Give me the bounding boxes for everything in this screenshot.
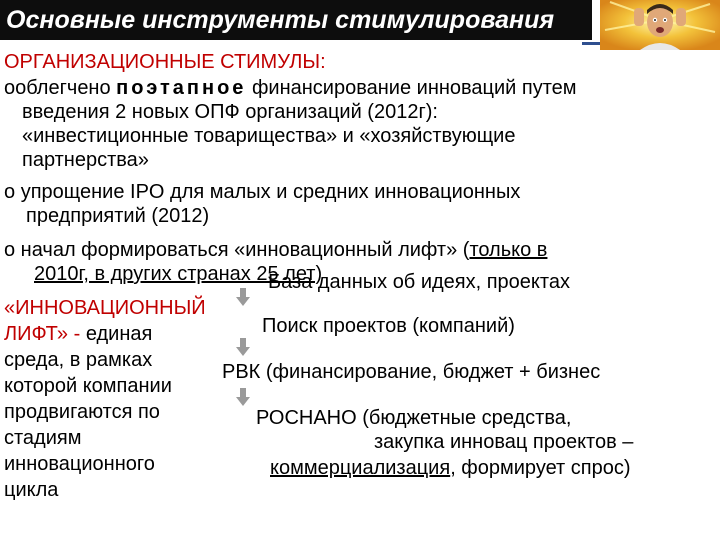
lift-desc-line-1: единая <box>80 323 153 345</box>
arrow-down-icon <box>236 388 250 406</box>
bullet-marker: o <box>4 239 16 261</box>
stage-rusnano-line-1: РОСНАНО (бюджетные средства, <box>256 407 572 429</box>
organizational-stimuli-heading: ОРГАНИЗАЦИОННЫЕ СТИМУЛЫ: <box>4 51 326 73</box>
stage-rusnano-line-3-rest: , формирует спрос) <box>450 457 631 479</box>
lift-desc-line-3: которой компании <box>4 375 172 397</box>
bullet-1-cont-3: партнерства» <box>22 149 149 171</box>
bullet-3-text: начал формироваться «инновационный лифт» ( <box>15 239 470 261</box>
bullet-1-spaced-word: поэтапное <box>116 77 247 99</box>
lift-desc-line-2: среда, в рамках <box>4 349 153 371</box>
stage-rusnano-commercialization: коммерциализация <box>270 457 451 479</box>
bullet-marker: o <box>4 77 16 99</box>
excited-man-lightbulb-image <box>600 0 720 50</box>
lift-desc-line-7: цикла <box>4 479 59 501</box>
bullet-2 <box>4 180 520 204</box>
lift-desc-line-5: стадиям <box>4 427 82 449</box>
bullet-1-text: облегчено <box>15 77 117 99</box>
lift-title-line-2-text: ЛИФТ» - <box>4 323 81 345</box>
slide-title: Основные инструменты стимулирования <box>0 0 592 40</box>
lift-desc-line-4: продвигаются по <box>4 401 160 423</box>
bullet-1 <box>4 76 577 100</box>
title-divider <box>582 42 600 45</box>
bullet-2-text: упрощение IPO для малых и средних инновационных <box>20 181 521 203</box>
stage-rusnano-line-3 <box>270 456 631 480</box>
bullet-1-cont-2: «инвестиционные товарищества» и «хозяйствующие <box>22 125 516 147</box>
bullet-3 <box>4 238 547 262</box>
bullet-3-underlined: только в <box>469 239 548 261</box>
lift-title-line-1: «ИННОВАЦИОННЫЙ <box>4 297 206 319</box>
arrow-down-icon <box>236 288 250 306</box>
lift-desc-line-6: инновационного <box>4 453 155 475</box>
stage-project-search: Поиск проектов (компаний) <box>262 315 515 337</box>
stage-rusnano-line-2: закупка инновац проектов – <box>374 431 634 453</box>
bullet-2-cont-1: предприятий (2012) <box>26 205 210 227</box>
bullet-1-cont-1: введения 2 новых ОПФ организаций (2012г): <box>22 101 438 123</box>
stage-database: База данных об идеях, проектах <box>268 271 570 293</box>
bullet-3-cont-underlined: 2010г, в других странах 25 лет) <box>34 263 323 285</box>
lift-title-line-2 <box>4 322 152 346</box>
stage-rvc: РВК (финансирование, бюджет + бизнес <box>222 361 601 383</box>
bullet-1-text-end: финансирование инноваций путем <box>246 77 577 99</box>
bullet-marker: o <box>4 181 16 203</box>
arrow-down-icon <box>236 338 250 356</box>
